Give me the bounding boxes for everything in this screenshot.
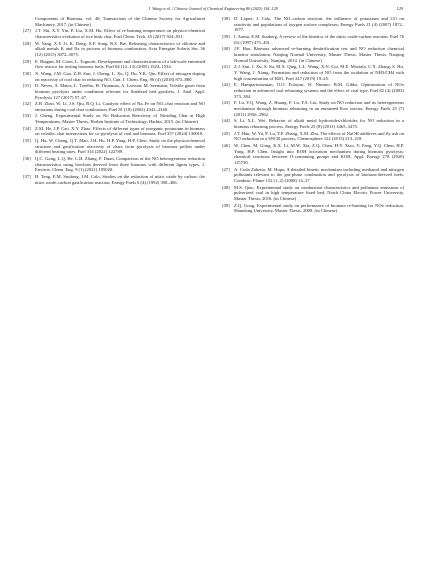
reference-text: D. López, J. Calo, The NO–carbon reaction: the influence of potassium and CO on reactivity and populations of oxygen surface complexes, Energy Fuels 21 (4) (2007) 1872–1877. [234, 16, 404, 33]
reference-number: [48] [222, 184, 230, 190]
reference-number: [36] [23, 156, 31, 162]
reference-number: [33] [23, 113, 31, 119]
journal-citation: J. Wang et al. / Chinese Journal of Chemical Engineering 80 (2025) 118–129 [148, 6, 278, 11]
reference-entry [222, 203, 404, 214]
reference-text: S. Li, X.L. Wei, Behavior of alkali metal hydroxides/chlorides for NO reduction in a biomass reburning process, Energy Fuels 25 (8) (2011) 3465–3475. [234, 118, 404, 129]
reference-text: J. Cheng, Experimental Study on No Reduction Reactivity of Nitriding Char at High Temperatures, Master Thesis, Harbin Institute of Technology, Harbin, 2015. (in Chinese) [35, 113, 205, 125]
reference-entry [222, 82, 404, 99]
reference-entry [23, 113, 205, 124]
reference-number: [39] [222, 34, 230, 39]
reference-text: Z.B. Zhao, W. Li, J.S. Qiu, B.Q. Li, Catalytic effect of Na–Fe on NO–char reaction and NO emissions during coal char combustion, Fuel 81 (18) (2002) 2343–2348. [35, 101, 205, 112]
references-left-column [23, 16, 205, 186]
reference-text: A. Coda Zabetta, M. Hupa, A detailed kinetic mechanism including methanol and nitrogen pollutants relevant to the gas-phase combustion and pyrolysis of biomass-derived fuels, Combust. Flame 152 (1–2) (2008) 14–27. [234, 166, 404, 183]
reference-entry [222, 46, 404, 63]
reference-entry [23, 174, 205, 185]
reference-text: F. Lu, Y.Q. Wang, Z. Huang, F. Lu, Y.S. Liu, Study on NO reduction and its heterogeneous mechanism through biomass reburning in an entrained flow reactor, Energy Fuels 25 (7) (2011) 2956–2962. [234, 100, 404, 117]
reference-number: [43] [222, 100, 230, 106]
reference-text: E. Biagini, M. Cioni, L. Tognotti, Development and characterization of a lab-scale entrained flow reactor for testing biomass fuels, Fuel 84 (12–13) (2005) 1524–1534. [35, 58, 205, 70]
reference-text: X. Wang, J.M. Gao, Z.H. Sun, J. Cheng, L. Xu, Q. Du, Y.K. Qin, Effect of nitrogen doping on reactivity of coal char in reducing NO, Can. J. Chem. Eng. 96 (4) (2018) 873–880. [35, 70, 205, 82]
reference-entry [23, 83, 205, 100]
reference-number: [32] [23, 101, 31, 107]
reference-entry [23, 138, 205, 155]
reference-text: J.T. Shi, X.Y. Yin, P. Liu, X.M. Hu, Effect of re-burning temperature on physico-chemical characteristics evolution of rice husk char, Fuel Chem. Tech. 45 (2017) 924–931. [35, 28, 205, 39]
reference-number: [29] [23, 58, 31, 64]
reference-number: [30] [23, 70, 31, 76]
running-head [23, 6, 403, 16]
reference-entry [23, 59, 205, 70]
reference-entry [23, 101, 205, 112]
reference-number: [44] [222, 118, 230, 124]
reference-entry [23, 156, 205, 173]
reference-entry [222, 64, 404, 81]
reference-entry [222, 118, 404, 129]
reference-text: Z.M. He, J.P. Cao, X.Y. Zhao, Effects of different types of inorganic potassium in biomass on volatile–char interactions for co-pyrolysis of coal and biomass, Fuel 357 (2024) 130018. [35, 125, 205, 137]
reference-number: [35] [23, 138, 31, 144]
reference-number: [38] [222, 16, 230, 21]
reference-entry [23, 28, 205, 39]
reference-entry [222, 100, 404, 117]
reference-number: [27] [23, 28, 31, 34]
reference-entry [23, 41, 205, 58]
reference-number: [37] [23, 174, 31, 180]
reference-entry [222, 185, 404, 202]
reference-text: Z.J. Sun, J. Xu, S. Su, M.X. Qing, L.L. Wang, X.N. Cui, M.E. Mostafa, C.X. Zhang, S. Hu, Y. Wang, J. Xiang, Formation and reduction of NO from the oxidation of NH3/CH4 with high concentration of H2O, Fuel 247 (2019) 19–25. [234, 64, 404, 81]
reference-number: [49] [222, 202, 230, 208]
reference-number: [28] [23, 40, 31, 46]
reference-text: Q. Hu, W. Cheng, Q.T. Mao, J.H. Hu, H.P. Yang, H.P. Chen, Study on the physicochemical structure and gasification reactivity of chars from pyrolysis of biomass pellets under different heating rates, Fuel 314 (2022) 122789. [35, 138, 205, 155]
reference-text: J.T. Han, W. Yu, P. Lu, Y.F. Zhang, X.M. Zhu, The effects of NaOH additives and fly ash on NO reduction in a SNCR process, Chemosphere 122 (2015) 213–218. [234, 130, 404, 142]
reference-entry [23, 16, 205, 27]
reference-entry [23, 71, 205, 82]
reference-number: [34] [23, 125, 31, 131]
reference-number: [46] [222, 142, 230, 148]
reference-entry [222, 143, 404, 166]
reference-text: W. Chen, M. Gong, K.X. Li, M.W. Xia, Z.Q. Chen, H.Y. Xiao, Y. Fang, Y.Q. Chen, H.P. Yang, H.P. Chen, Insight into KOH activation mechanism during biomass pyrolysis: chemical reactions between O-containing groups and KOH, Appl. Energy 278 (2020) 115730. [234, 142, 404, 165]
reference-text: Components of Biomass, vol. 48, Transactions of the Chinese Society for Agricultural Machinery, 2017. (in Chinese) [35, 16, 205, 27]
page-number: 129 [396, 6, 403, 11]
reference-entry [222, 167, 404, 184]
reference-text: W. Yang, X.Y. Ji, K. Dong, X.F. Song, R.S. Bie, Releasing characteristics of chlorine and alkali metals K and Na in process of biomass combustion, Acta Energiae Solaris Sin. 36 (12) (2015) 3072–3075. [35, 40, 205, 57]
reference-number: [42] [222, 82, 230, 88]
reference-text: I. Aarna, E.M. Suuberg, A review of the kinetics of the nitric oxide-carbon reaction, Fuel 76 (6) (1997) 475–491. [234, 34, 404, 45]
reference-text: M.S. Qiao, Experimental study on combustion characteristics and pollutants emissions of pulverized coal in high temperature fixed bed, North China Electric Power University, Master Thesis, 2016. (in Chinese) [234, 184, 404, 201]
reference-entry [222, 131, 404, 142]
reference-number: [41] [222, 64, 230, 70]
reference-entry [222, 34, 404, 45]
reference-number: [40] [222, 46, 230, 52]
reference-entry [23, 126, 205, 137]
reference-entry [222, 16, 404, 33]
reference-text: J.F. Hao, Biomass advanced re-burning denitrification test and NO reduction chemical kinetics simulation, Nanjing Normal University, Master Thesis, Master Thesis, Nanjing Normal University, Nanjing, 2014. (in Chinese) [234, 46, 404, 63]
reference-number: [45] [222, 130, 230, 136]
reference-text: D. Neves, A. Matos, L. Tarelho, H. Thunman, A. Larsson, M. Seemann, Volatile gases from biomass pyrolysis under conditions relevant for fluidized bed gasifiers, J. Anal. Appl. Pyrolysis 127 (2017) 57–67. [35, 83, 205, 100]
reference-number: [31] [23, 83, 31, 89]
references-right-column [222, 16, 404, 215]
reference-text: Z.Q. Gong, Experimental study on performance of biomass re-burning for NOx reduction, Shandong University, Master Thesis, 2008. (in Chinese) [234, 202, 404, 214]
reference-text: E. Hampartsoumian, O.O. Folayan, W. Nimmo, B.M. Gibbs, Optimisation of NOx reduction in advanced coal reburning systems and the effect of coal type, Fuel 82 (4) (2003) 373–384. [234, 82, 404, 99]
reference-number: [47] [222, 166, 230, 172]
reference-text: H. Teng, E.M. Suuberg, J.M. Calo, Studies on the reduction of nitric oxide by carbon: the nitric oxide–carbon gasification reaction, Energy Fuels 6 (4) (1992) 398–406. [35, 174, 205, 185]
reference-text: Q.C. Gong, L.Q. He, L.H. Zhang, F. Duan, Comparison of the NO heterogeneous reduction characteristics using biochars derived from three biomass with different lignin types, J. Environ. Chem. Eng. 9 (1) (2021) 105020. [35, 156, 205, 173]
